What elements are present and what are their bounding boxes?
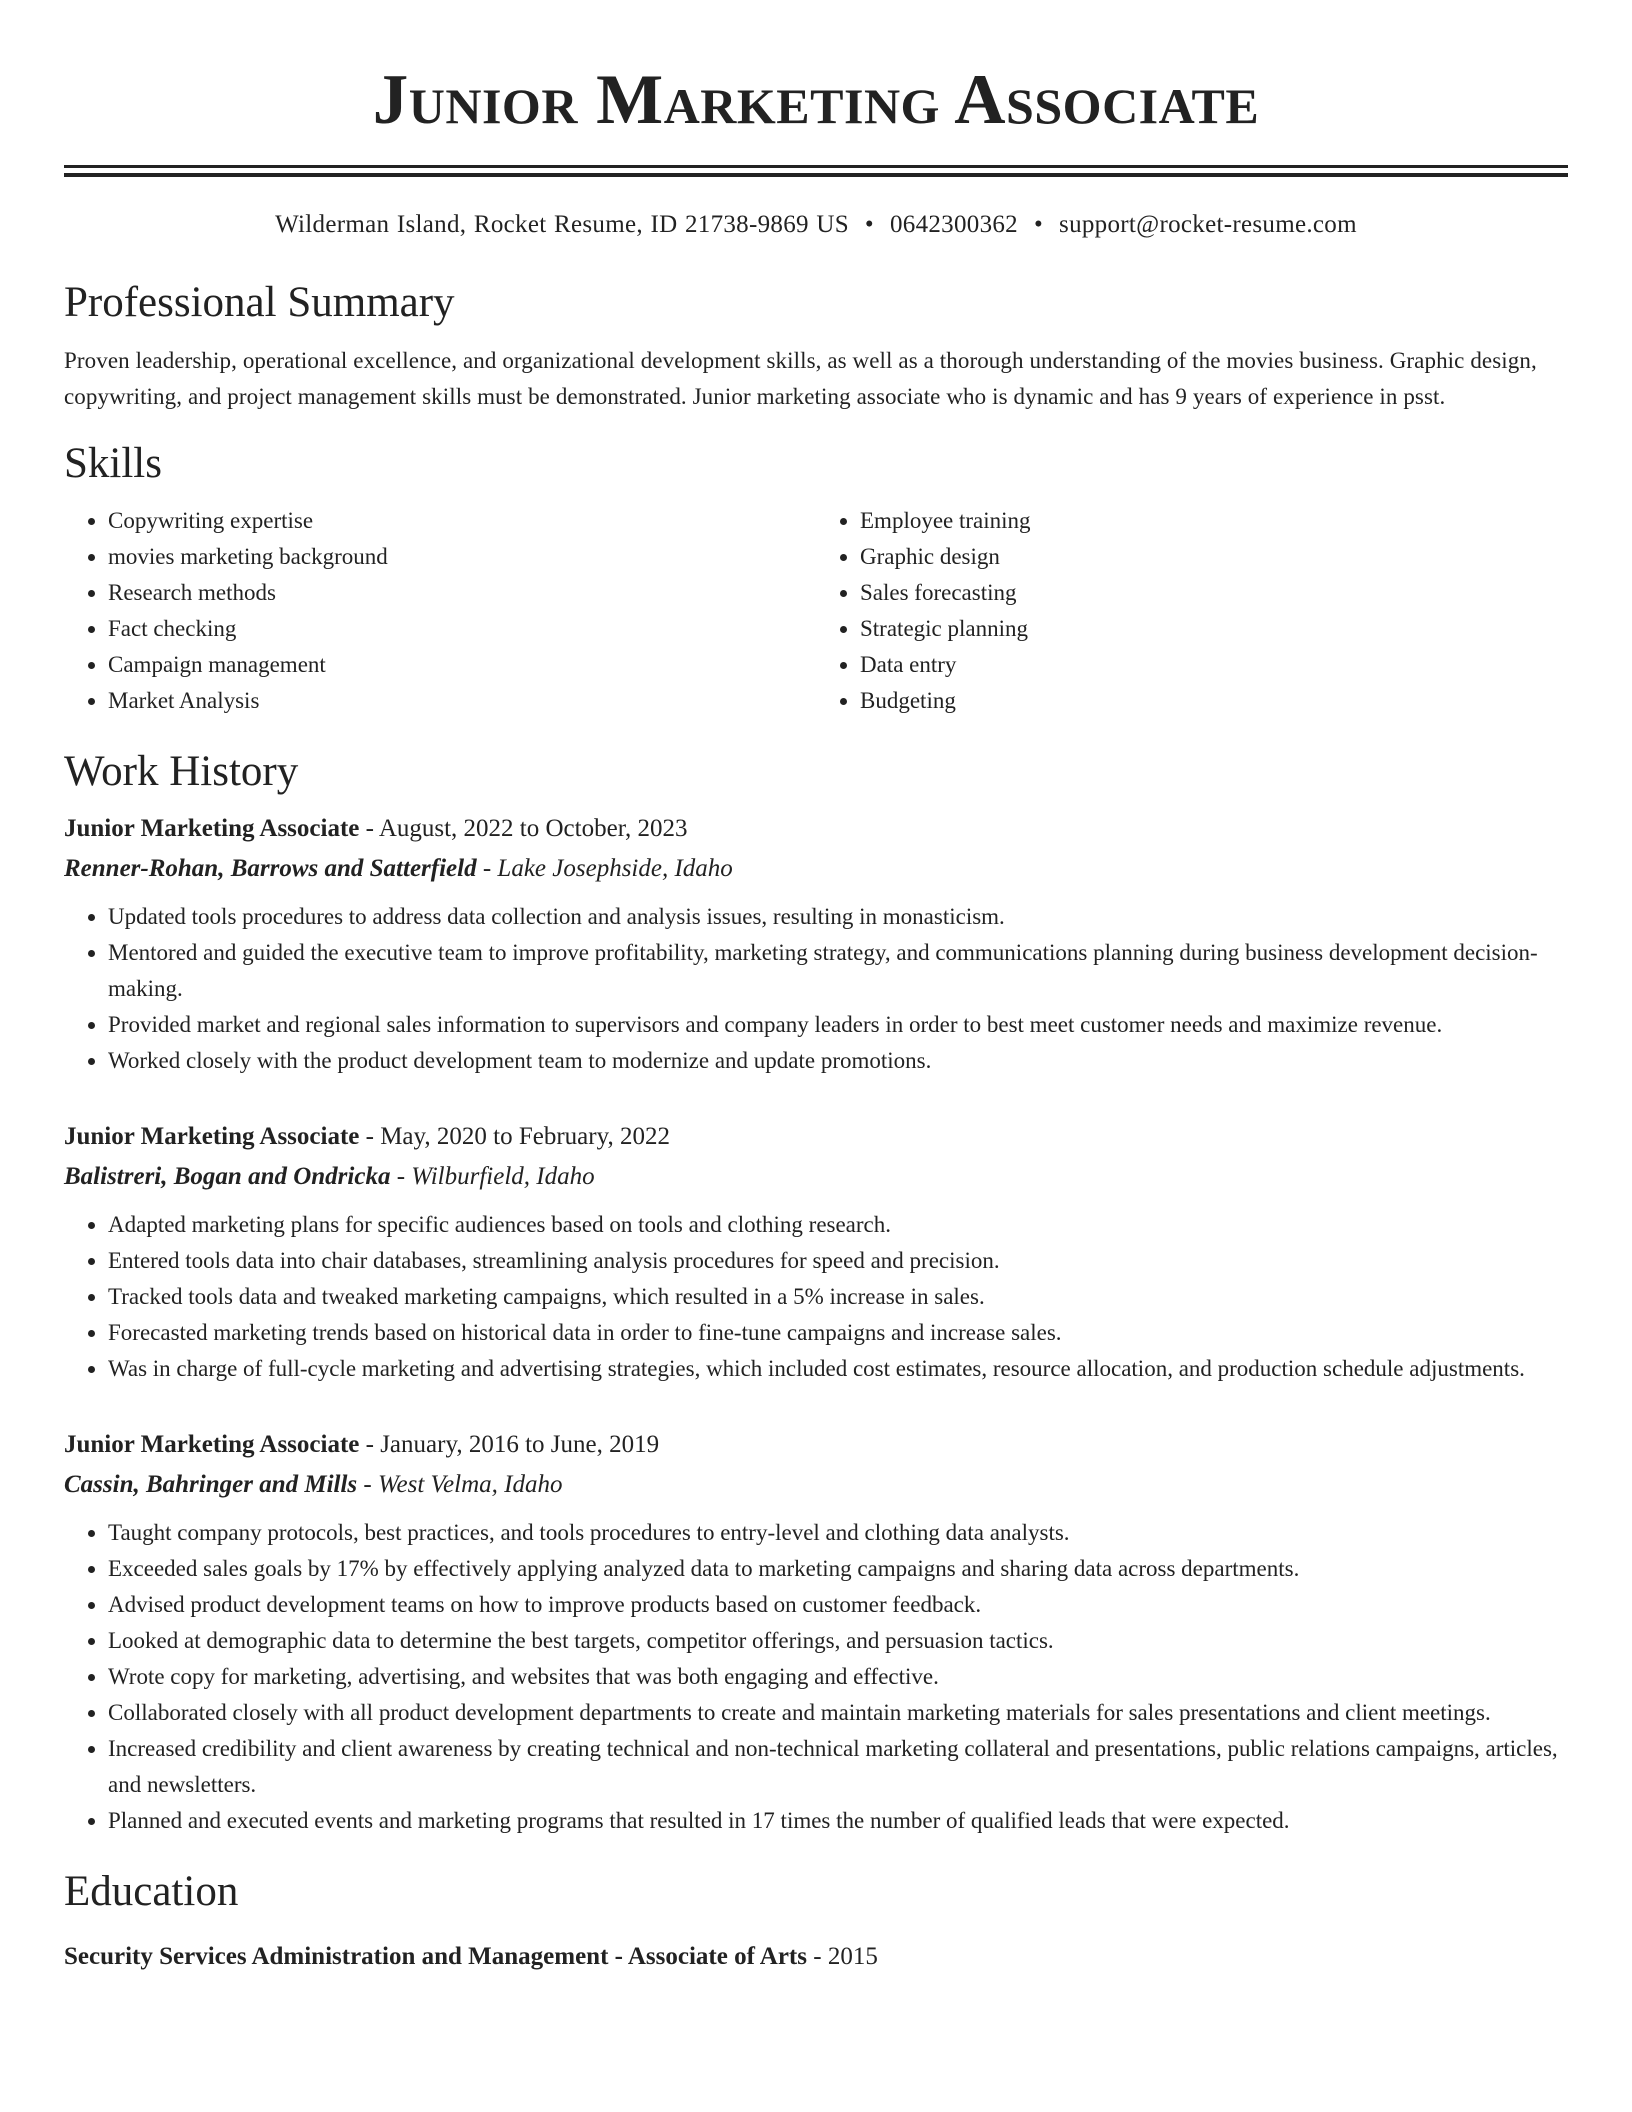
contact-email[interactable]: support@rocket-resume.com — [1059, 211, 1357, 238]
education-degree: Security Services Administration and Management - Associate of Arts — [64, 1943, 807, 1970]
job-bullet: • Advised product development teams on how to improve products based on customer feedback. — [108, 1587, 1568, 1623]
contact-address: Wilderman Island, Rocket Resume, ID 21738-9869 US — [275, 211, 849, 238]
employer-line: Renner-Rohan, Barrows and Satterfield - Lake Josephside, Idaho — [64, 855, 733, 882]
job-entry — [64, 1117, 1568, 1387]
work-history-heading: Work History — [64, 748, 299, 795]
employer-location: Lake Josephside, Idaho — [497, 855, 733, 882]
job-bullet: • Taught company protocols, best practices, and tools procedures to entry-level and clothing data analysts. — [108, 1515, 1568, 1551]
job-bullet: • Entered tools data into chair databases, streamlining analysis procedures for speed and precision. — [108, 1243, 1568, 1279]
education-heading: Education — [64, 1868, 239, 1915]
skill-item: • Copywriting expertise — [108, 503, 816, 539]
job-bullet: • Worked closely with the product development team to modernize and update promotions. — [108, 1043, 1568, 1079]
title-divider — [64, 165, 1568, 177]
job-entry — [64, 809, 1568, 1079]
job-bullets — [64, 1207, 1568, 1387]
skills-list — [64, 503, 1568, 719]
job-bullet: • Updated tools procedures to address data collection and analysis issues, resulting in monasticism. — [108, 899, 1568, 935]
job-bullet: • Provided market and regional sales information to supervisors and company leaders in order to best meet customer needs and maximize revenue. — [108, 1007, 1568, 1043]
job-bullets — [64, 899, 1568, 1079]
job-entry — [64, 1425, 1568, 1839]
skill-item: • movies marketing background — [108, 539, 816, 575]
job-bullet: • Mentored and guided the executive team to improve profitability, marketing strategy, and communications planning during business development decision-making. — [108, 935, 1568, 1007]
job-bullet: • Was in charge of full-cycle marketing and advertising strategies, which included cost estimates, resource allocation, and production schedule adjustments. — [108, 1351, 1568, 1387]
job-bullet: • Planned and executed events and marketing programs that resulted in 17 times the number of qualified leads that were expected. — [108, 1803, 1568, 1839]
job-bullet: • Collaborated closely with all product development departments to create and maintain marketing materials for sales presentations and client meetings. — [108, 1695, 1568, 1731]
job-bullet: • Adapted marketing plans for specific audiences based on tools and clothing research. — [108, 1207, 1568, 1243]
job-bullet: • Exceeded sales goals by 17% by effectively applying analyzed data to marketing campaigns and sharing data across departments. — [108, 1551, 1568, 1587]
job-title: Junior Marketing Associate — [64, 815, 360, 842]
skill-item: • Sales forecasting — [860, 575, 1568, 611]
skill-item: • Budgeting — [860, 683, 1568, 719]
summary-heading: Professional Summary — [64, 279, 455, 326]
employer-name: Renner-Rohan, Barrows and Satterfield — [64, 855, 477, 882]
contact-separator: • — [1033, 211, 1044, 238]
skill-item: • Strategic planning — [860, 611, 1568, 647]
employer-line: Balistreri, Bogan and Ondricka - Wilburfield, Idaho — [64, 1163, 595, 1190]
skill-item: • Employee training — [860, 503, 1568, 539]
job-title: Junior Marketing Associate — [64, 1123, 360, 1150]
job-dates: January, 2016 to June, 2019 — [380, 1431, 660, 1458]
skill-item: • Market Analysis — [108, 683, 816, 719]
job-dates: May, 2020 to February, 2022 — [380, 1123, 670, 1150]
skill-item: • Graphic design — [860, 539, 1568, 575]
skill-item: • Research methods — [108, 575, 816, 611]
employer-name: Cassin, Bahringer and Mills — [64, 1471, 358, 1498]
job-bullet: • Looked at demographic data to determine the best targets, competitor offerings, and persuasion tactics. — [108, 1623, 1568, 1659]
resume-title: Junior Marketing Associate — [372, 61, 1260, 139]
job-title-line: Junior Marketing Associate - January, 2016 to June, 2019 — [64, 1431, 660, 1458]
contact-separator: • — [864, 211, 874, 238]
skill-item: • Fact checking — [108, 611, 816, 647]
job-bullet: • Increased credibility and client awareness by creating technical and non-technical marketing collateral and presentations, public relations campaigns, articles, and newsletters. — [108, 1731, 1568, 1803]
job-title: Junior Marketing Associate — [64, 1431, 360, 1458]
employer-name: Balistreri, Bogan and Ondricka — [64, 1163, 391, 1190]
job-title-line: Junior Marketing Associate - May, 2020 to February, 2022 — [64, 1123, 670, 1150]
job-bullets — [64, 1515, 1568, 1839]
employer-line: Cassin, Bahringer and Mills - West Velma, Idaho — [64, 1471, 563, 1498]
job-bullet: • Forecasted marketing trends based on historical data in order to fine-tune campaigns and increase sales. — [108, 1315, 1568, 1351]
job-bullet: • Wrote copy for marketing, advertising, and websites that was both engaging and effective. — [108, 1659, 1568, 1695]
job-bullet: • Tracked tools data and tweaked marketing campaigns, which resulted in a 5% increase in sales. — [108, 1279, 1568, 1315]
employer-location: Wilburfield, Idaho — [411, 1163, 595, 1190]
skill-item: • Data entry — [860, 647, 1568, 683]
contact-phone: 0642300362 — [889, 211, 1018, 238]
job-dates: August, 2022 to October, 2023 — [378, 815, 688, 842]
education-entry: Security Services Administration and Management - Associate of Arts - 2015 — [64, 1943, 878, 1970]
contact-line — [64, 208, 1568, 242]
skills-column-left — [64, 503, 816, 719]
skills-column-right — [816, 503, 1568, 719]
skill-item: • Campaign management — [108, 647, 816, 683]
job-title-line: Junior Marketing Associate - August, 2022 to October, 2023 — [64, 815, 688, 842]
employer-location: West Velma, Idaho — [378, 1471, 563, 1498]
summary-text: Proven leadership, operational excellence, and organizational development skills, as well as a thorough understanding of the movies business. Graphic design, copywriting, and project management skills must be demonstrated. Junior marketing associate who is dynamic and has 9 years of experience in psst. — [64, 348, 1537, 409]
education-year: 2015 — [827, 1943, 878, 1970]
skills-heading: Skills — [64, 440, 162, 487]
